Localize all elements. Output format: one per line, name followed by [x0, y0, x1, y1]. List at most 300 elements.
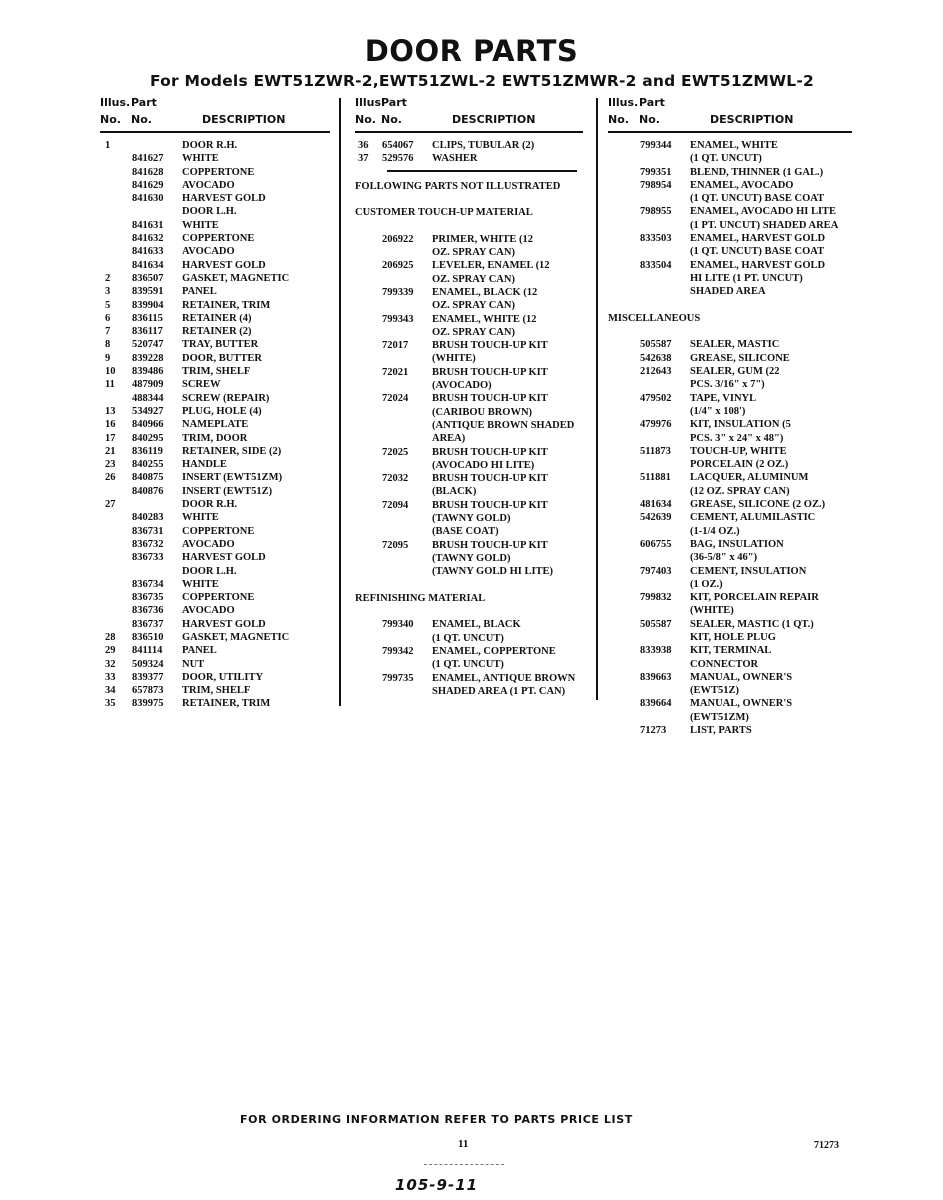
description-header: DESCRIPTION	[710, 113, 794, 126]
column-header	[608, 113, 852, 130]
column-header-top	[608, 96, 852, 113]
part-description: CEMENT, INSULATION	[690, 565, 807, 577]
part-description: OZ. SPRAY CAN)	[432, 273, 515, 285]
table-row	[608, 352, 852, 365]
table-row	[100, 139, 330, 152]
table-row	[608, 471, 852, 484]
table-row	[100, 285, 330, 298]
part-number: 840966	[132, 419, 164, 431]
part-description: HI LITE (1 PT. UNCUT)	[690, 272, 803, 284]
illus-header: Illus.	[100, 96, 131, 109]
table-row	[100, 485, 330, 498]
part-number: 72094	[382, 499, 409, 511]
table-row	[100, 697, 330, 710]
part-description: HARVEST GOLD	[182, 259, 266, 271]
part-description: (AVOCADO HI LITE)	[432, 459, 535, 471]
table-row	[608, 697, 852, 710]
table-row	[100, 538, 330, 551]
part-description: NAMEPLATE	[182, 419, 249, 431]
part-number: 511873	[640, 445, 671, 457]
part-number: 833938	[640, 645, 672, 657]
part-description: (EWT51ZM)	[690, 711, 749, 723]
part-description: (1 PT. UNCUT) SHADED AREA	[690, 219, 839, 231]
table-row-continuation	[608, 631, 852, 644]
section-heading: MISCELLANEOUS	[608, 312, 701, 324]
part-description: (AVOCADO)	[432, 380, 492, 392]
part-description: (1 QT. UNCUT) BASE COAT	[690, 193, 825, 205]
part-description: KIT, HOLE PLUG	[690, 631, 776, 643]
table-row-continuation	[355, 485, 583, 498]
part-number: 839663	[640, 671, 672, 683]
table-row-continuation	[355, 512, 583, 525]
table-row	[608, 618, 852, 631]
part-description: OZ. SPRAY CAN)	[432, 247, 515, 259]
part-description: COPPERTONE	[182, 592, 255, 604]
part-description: DOOR L.H.	[182, 206, 237, 218]
section-heading: REFINISHING MATERIAL	[355, 592, 486, 604]
part-description: SHADED AREA	[690, 286, 766, 298]
illus-no-header: No.	[608, 113, 629, 126]
part-description: SHADED AREA (1 PT. CAN)	[432, 685, 566, 697]
parts-column-2	[355, 96, 583, 698]
part-description: RETAINER, TRIM	[182, 698, 271, 710]
table-row-continuation	[355, 419, 583, 432]
part-number: 72032	[382, 473, 409, 485]
table-row	[608, 591, 852, 604]
table-row-continuation	[608, 152, 852, 165]
part-description: HARVEST GOLD	[182, 193, 266, 205]
table-row	[608, 511, 852, 524]
part-description: TRIM, SHELF	[182, 685, 251, 697]
table-row	[100, 378, 330, 391]
header-rule	[100, 131, 330, 133]
part-description: HARVEST GOLD	[182, 552, 266, 564]
table-row	[608, 445, 852, 458]
part-number: 836732	[132, 538, 164, 550]
table-row	[355, 339, 583, 352]
table-row	[100, 618, 330, 631]
part-no-header: No.	[381, 113, 402, 126]
illus-number: 21	[105, 445, 116, 457]
part-number: 833503	[640, 233, 672, 245]
table-row-continuation	[355, 379, 583, 392]
table-row-continuation	[608, 551, 852, 564]
part-description: BRUSH TOUCH-UP KIT	[432, 539, 548, 551]
part-description: (BLACK)	[432, 486, 477, 498]
illus-number: 6	[105, 312, 111, 324]
illus-number: 27	[105, 499, 116, 511]
table-row	[608, 644, 852, 657]
part-number: 839975	[132, 698, 164, 710]
table-row	[100, 232, 330, 245]
part-number: 841629	[132, 179, 164, 191]
table-row	[100, 658, 330, 671]
table-row-continuation	[355, 299, 583, 312]
table-row	[100, 604, 330, 617]
part-number: 841114	[132, 645, 163, 657]
part-number: 206922	[382, 233, 414, 245]
part-description: PLUG, HOLE (4)	[182, 405, 262, 417]
illus-number: 5	[105, 299, 111, 311]
part-description: GREASE, SILICONE (2 OZ.)	[690, 499, 826, 511]
part-description: PRIMER, WHITE (12	[432, 233, 534, 245]
illus-number: 7	[105, 326, 111, 338]
page-number: 11	[458, 1138, 469, 1150]
part-number: 799832	[640, 592, 672, 604]
table-row	[608, 232, 852, 245]
part-no-header: No.	[131, 113, 152, 126]
part-description: PANEL	[182, 286, 217, 298]
part-description: BAG, INSULATION	[690, 538, 784, 550]
part-description: ENAMEL, AVOCADO	[690, 179, 794, 191]
table-row	[355, 286, 583, 299]
table-row	[100, 152, 330, 165]
table-row-continuation	[608, 272, 852, 285]
table-row	[100, 471, 330, 484]
section-heading: CUSTOMER TOUCH-UP MATERIAL	[355, 207, 533, 219]
table-row	[100, 392, 330, 405]
table-row	[100, 272, 330, 285]
part-number: 841632	[132, 233, 164, 245]
part-description: WHITE	[182, 219, 219, 231]
part-description: (1 QT. UNCUT)	[432, 632, 504, 644]
part-number: 799344	[640, 140, 672, 151]
column-header-top	[355, 96, 583, 113]
table-row-continuation	[608, 684, 852, 697]
part-number: 840876	[132, 485, 164, 497]
table-row-continuation	[608, 458, 852, 471]
part-number: 836735	[132, 592, 164, 604]
table-row	[100, 591, 330, 604]
part-number: 836736	[132, 605, 164, 617]
table-row	[608, 338, 852, 351]
part-description: AVOCADO	[182, 538, 235, 550]
part-number: 505587	[640, 339, 672, 351]
table-row	[100, 551, 330, 564]
table-row-continuation	[608, 378, 852, 391]
part-description: HARVEST GOLD	[182, 618, 266, 630]
table-row	[100, 192, 330, 205]
part-number: 799340	[382, 619, 414, 631]
part-description: KIT, INSULATION (5	[690, 419, 791, 431]
part-number: 836731	[132, 525, 164, 537]
table-row	[608, 418, 852, 431]
part-number: 841627	[132, 153, 164, 165]
part-description: CLIPS, TUBULAR (2)	[432, 140, 535, 151]
part-number: 799351	[640, 166, 672, 178]
document-number: 71273	[814, 1140, 839, 1151]
part-description: ENAMEL, BLACK	[432, 619, 521, 631]
illus-number: 2	[105, 272, 111, 284]
part-number: 509324	[132, 658, 164, 670]
part-description: DOOR R.H.	[182, 499, 238, 511]
table-row	[100, 511, 330, 524]
part-description: SCREW	[182, 379, 221, 391]
part-description: SEALER, GUM (22	[690, 366, 780, 378]
part-description: AVOCADO	[182, 246, 235, 258]
part-number: 840283	[132, 512, 164, 524]
part-description: OZ. SPRAY CAN)	[432, 326, 515, 338]
dotted-line	[424, 1164, 504, 1165]
part-description: DOOR R.H.	[182, 140, 238, 151]
part-header: Part	[639, 96, 665, 109]
part-number: 798954	[640, 179, 672, 191]
part-number: 479976	[640, 419, 672, 431]
part-description: (WHITE)	[432, 353, 476, 365]
illus-number: 33	[105, 671, 116, 683]
column-header	[100, 113, 330, 130]
part-description: SEALER, MASTIC (1 QT.)	[690, 618, 814, 630]
part-description: TRAY, BUTTER	[182, 339, 259, 351]
table-row	[355, 618, 583, 631]
table-row-continuation	[355, 406, 583, 419]
table-row	[100, 365, 330, 378]
part-number: 654067	[382, 140, 414, 151]
part-number: 542639	[640, 512, 672, 524]
part-description: BRUSH TOUCH-UP KIT	[432, 366, 548, 378]
section-note: FOLLOWING PARTS NOT ILLUSTRATED	[355, 180, 561, 192]
part-number: 836734	[132, 578, 164, 590]
part-number: 487909	[132, 379, 164, 391]
part-description: WHITE	[182, 512, 219, 524]
table-row	[100, 205, 330, 218]
part-description: LIST, PARTS	[690, 725, 752, 737]
table-row-continuation	[355, 685, 583, 698]
description-header: DESCRIPTION	[202, 113, 286, 126]
illus-number: 1	[105, 140, 111, 151]
table-row-continuation	[608, 604, 852, 617]
part-description: ENAMEL, HARVEST GOLD	[690, 259, 826, 271]
illus-number: 32	[105, 658, 116, 670]
part-number: 836737	[132, 618, 164, 630]
part-number: 841634	[132, 259, 164, 271]
table-row	[608, 365, 852, 378]
table-row	[608, 139, 852, 152]
illus-header: Illus.	[355, 96, 386, 109]
table-row-continuation	[608, 432, 852, 445]
illus-number: 11	[105, 379, 115, 391]
part-description: AREA)	[432, 433, 466, 445]
part-description: SCREW (REPAIR)	[182, 392, 270, 404]
table-row-continuation	[355, 273, 583, 286]
illus-header: Illus.	[608, 96, 639, 109]
illus-number: 9	[105, 352, 111, 364]
parts-column-3	[608, 96, 852, 737]
table-row	[100, 684, 330, 697]
part-description: GASKET, MAGNETIC	[182, 272, 290, 284]
part-description: (WHITE)	[690, 605, 734, 617]
table-row-continuation	[608, 525, 852, 538]
part-description: (EWT51Z)	[690, 685, 740, 697]
part-number: 839377	[132, 671, 164, 683]
part-description: WHITE	[182, 153, 219, 165]
table-row	[100, 352, 330, 365]
table-row	[100, 299, 330, 312]
part-number: 799343	[382, 313, 414, 325]
part-description: AVOCADO	[182, 179, 235, 191]
part-description: WASHER	[432, 153, 478, 165]
part-description: HANDLE	[182, 459, 227, 471]
column-header	[355, 113, 583, 130]
part-description: LACQUER, ALUMINUM	[690, 472, 809, 484]
table-row-continuation	[608, 711, 852, 724]
table-row	[608, 166, 852, 179]
table-row-continuation	[355, 459, 583, 472]
illus-number: 10	[105, 366, 116, 378]
illus-no-header: No.	[100, 113, 121, 126]
part-number: 836507	[132, 272, 164, 284]
table-row	[608, 179, 852, 192]
part-number: 71273	[640, 725, 667, 737]
table-row	[355, 313, 583, 326]
table-row	[100, 671, 330, 684]
part-number: 72095	[382, 539, 409, 551]
part-description: PORCELAIN (2 OZ.)	[690, 459, 789, 471]
part-number: 840255	[132, 459, 164, 471]
table-row	[355, 139, 583, 152]
table-row-continuation	[355, 352, 583, 365]
part-number: 841628	[132, 166, 164, 178]
part-description: TOUCH-UP, WHITE	[690, 445, 787, 457]
table-row	[100, 458, 330, 471]
part-number: 833504	[640, 259, 672, 271]
part-number: 839664	[640, 698, 672, 710]
table-row-continuation	[608, 405, 852, 418]
section-rule	[387, 170, 577, 172]
table-row	[355, 366, 583, 379]
table-row	[100, 166, 330, 179]
illus-number: 37	[358, 153, 369, 165]
part-description: (CARIBOU BROWN)	[432, 406, 533, 418]
part-description: INSERT (EWT51Z)	[182, 485, 273, 497]
part-description: PCS. 3/16" x 7")	[690, 379, 765, 391]
part-header: Part	[131, 96, 157, 109]
table-row	[608, 671, 852, 684]
part-number: 798955	[640, 206, 672, 218]
table-row	[355, 446, 583, 459]
part-description: BRUSH TOUCH-UP KIT	[432, 473, 548, 485]
part-description: KIT, TERMINAL	[690, 645, 772, 657]
part-number: 799735	[382, 672, 414, 684]
part-description: MANUAL, OWNER'S	[690, 671, 793, 683]
part-description: (36-5/8" x 46")	[690, 552, 758, 564]
part-number: 841633	[132, 246, 164, 258]
table-row	[100, 338, 330, 351]
table-row	[355, 539, 583, 552]
part-description: TRIM, SHELF	[182, 366, 251, 378]
table-row	[355, 259, 583, 272]
table-row	[608, 205, 852, 218]
table-row-continuation	[608, 219, 852, 232]
table-row	[100, 245, 330, 258]
part-number: 72017	[382, 340, 409, 352]
part-description: NUT	[182, 658, 205, 670]
part-description: COPPERTONE	[182, 166, 255, 178]
part-description: RETAINER, SIDE (2)	[182, 445, 282, 457]
part-description: SEALER, MASTIC	[690, 339, 780, 351]
part-number: 542638	[640, 352, 672, 364]
table-row-continuation	[355, 525, 583, 538]
part-description: ENAMEL, BLACK (12	[432, 286, 538, 298]
models-subtitle: For Models EWT51ZWR-2,EWT51ZWL-2 EWT51ZMWR-2 and EWT51ZMWL-2	[150, 72, 814, 90]
table-row	[100, 179, 330, 192]
part-description: ENAMEL, WHITE	[690, 140, 778, 151]
illus-number: 26	[105, 472, 116, 484]
table-row-continuation	[355, 326, 583, 339]
table-row	[608, 392, 852, 405]
part-number: 836510	[132, 631, 164, 643]
table-row	[100, 259, 330, 272]
header-rule	[608, 131, 852, 133]
part-description: BRUSH TOUCH-UP KIT	[432, 499, 548, 511]
part-number: 839904	[132, 299, 164, 311]
table-row	[355, 672, 583, 685]
table-row	[100, 219, 330, 232]
part-description: AVOCADO	[182, 605, 235, 617]
table-row	[100, 631, 330, 644]
illus-number: 34	[105, 685, 116, 697]
illus-number: 17	[105, 432, 116, 444]
table-row-continuation	[355, 246, 583, 259]
part-number: 529576	[382, 153, 414, 165]
part-number: 657873	[132, 685, 164, 697]
part-description: PCS. 3" x 24" x 48")	[690, 432, 784, 444]
part-number: 72021	[382, 366, 409, 378]
part-description: DOOR, BUTTER	[182, 352, 262, 364]
part-number: 505587	[640, 618, 672, 630]
part-description: CONNECTOR	[690, 658, 759, 670]
table-row	[355, 392, 583, 405]
part-description: RETAINER (2)	[182, 326, 252, 338]
part-description: COPPERTONE	[182, 525, 255, 537]
illus-number: 16	[105, 419, 116, 431]
part-description: TRIM, DOOR	[182, 432, 248, 444]
part-number: 72025	[382, 446, 409, 458]
part-description: RETAINER, TRIM	[182, 299, 271, 311]
header-rule	[355, 131, 583, 133]
part-number: 511881	[640, 472, 671, 484]
table-row	[100, 325, 330, 338]
part-description: OZ. SPRAY CAN)	[432, 300, 515, 312]
table-row-continuation	[608, 658, 852, 671]
part-description: BRUSH TOUCH-UP KIT	[432, 446, 548, 458]
table-row-continuation	[608, 245, 852, 258]
part-number: 797403	[640, 565, 672, 577]
part-description: KIT, PORCELAIN REPAIR	[690, 592, 819, 604]
part-number: 840875	[132, 472, 164, 484]
table-row	[100, 418, 330, 431]
part-description: TAPE, VINYL	[690, 392, 757, 404]
part-number: 839228	[132, 352, 164, 364]
part-description: (BASE COAT)	[432, 526, 499, 538]
table-row-continuation	[355, 658, 583, 671]
column-divider	[339, 98, 341, 706]
illus-number: 35	[105, 698, 116, 710]
ordering-note: FOR ORDERING INFORMATION REFER TO PARTS PRICE LIST	[240, 1113, 633, 1126]
illus-number: 13	[105, 405, 116, 417]
part-description: GREASE, SILICONE	[690, 352, 790, 364]
column-divider	[596, 98, 598, 700]
table-row	[100, 405, 330, 418]
part-description: (12 OZ. SPRAY CAN)	[690, 485, 790, 497]
part-number: 836115	[132, 312, 163, 324]
part-description: LEVELER, ENAMEL (12	[432, 260, 550, 272]
table-row	[100, 498, 330, 511]
table-row-continuation	[608, 285, 852, 298]
part-description: PANEL	[182, 645, 217, 657]
part-number: 840295	[132, 432, 164, 444]
table-row	[608, 724, 852, 737]
